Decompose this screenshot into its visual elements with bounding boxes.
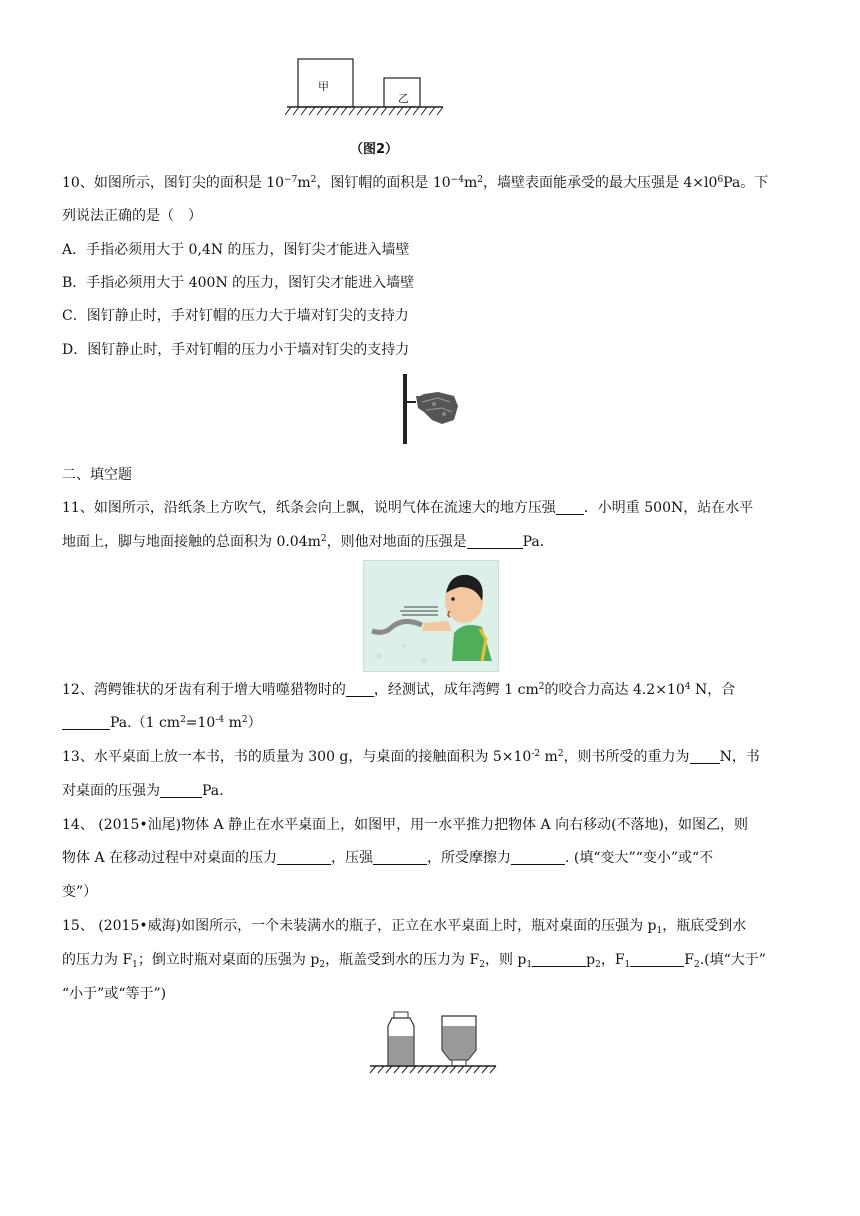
q14-line1: 14、 (2015•汕尾)物体 A 静止在水平桌面上，如图甲，用一水平推力把物体 A 向右移动(不落地)，如图乙，则 xyxy=(62,817,749,833)
q10-option-c: C．图钉静止时，手对钉帽的压力大于墙对钉尖的支持力 xyxy=(62,308,409,324)
q13-blank-2 xyxy=(160,783,202,798)
block-a-label: 甲 xyxy=(318,80,329,93)
q13-line2: 对桌面的压强为 Pa. xyxy=(62,783,224,799)
thumbtack-hand-figure xyxy=(398,372,460,446)
q12-blank-1 xyxy=(346,682,374,697)
q14-line3: 变”） xyxy=(62,884,98,900)
q11-line1: 11、如图所示，沿纸条上方吹气，纸条会向上飘，说明气体在流速大的地方压强 ．小明重 500N，站在水平 xyxy=(62,500,754,516)
q10-option-b: B．手指必须用大于 400N 的压力，图钉尖才能进入墙壁 xyxy=(62,275,415,291)
block-b-label: 乙 xyxy=(398,92,409,105)
q14-line2: 物体 A 在移动过程中对桌面的压力 ，压强 ，所受摩擦力 . (填“变大”“变小”或“不 xyxy=(62,850,714,866)
q15-line1: 15、 (2015•威海)如图所示，一个未装满水的瓶子，正立在水平桌面上时，瓶对桌面的压强为 $p_1$，瓶底受到水 xyxy=(62,918,747,936)
q11-blank-2 xyxy=(467,534,523,549)
q13-blank-1 xyxy=(690,749,720,764)
figure-2-blocks xyxy=(285,55,445,120)
q10-option-a: A．手指必须用大于 0,4N 的压力，图钉尖才能进入墙壁 xyxy=(62,242,410,258)
q14-blank-1 xyxy=(277,850,331,865)
boy-blowing-paper-image xyxy=(363,560,499,672)
q12-blank-2 xyxy=(62,715,110,730)
q15-blank-1 xyxy=(532,952,586,967)
q11-blank-1 xyxy=(556,500,584,515)
q15-line3: “小于”或“等于”) xyxy=(62,986,167,1002)
q11-line2: 地面上，脚与地面接触的总面积为 $0.04m^2$，则他对地面的压强是 Pa． xyxy=(62,534,554,550)
q15-line2: 的压力为 $F_1$；倒立时瓶对桌面的压强为 $p_2$，瓶盖受到水的压力为 $F_2$，则 $p_1$ $p_2$，$F_1$ $F_2$.(填“大于” xyxy=(62,952,766,970)
figure-2-caption: （图2） xyxy=(350,142,399,157)
q10-line1: 10、如图所示，图钉尖的面积是 $10^{-7}m^2$，图钉帽的面积是 $10^{-4}m^2$，墙壁表面能承受的最大压强是 $4\times l0^6Pa$。下 xyxy=(62,175,769,191)
bottles-figure xyxy=(368,1010,498,1080)
q10-line2: 列说法正确的是（ ） xyxy=(62,208,202,224)
q14-blank-3 xyxy=(511,850,565,865)
q15-blank-2 xyxy=(630,952,684,967)
q10-option-d: D．图钉静止时，手对钉帽的压力小于墙对钉尖的支持力 xyxy=(62,342,410,358)
q12-line2: Pa.（1 $cm^2=10^{-4}$ $m^2$） xyxy=(62,713,798,733)
section-heading-fill-in: 二、填空题 xyxy=(62,467,132,483)
q12-line1: 12、湾鳄锥状的牙齿有利于增大啃噬猎物时的 ，经测试，成年湾鳄 1 $cm^2$的咬合力高达 $4.2\times 10^4$ N，合 xyxy=(62,682,736,698)
q14-blank-2 xyxy=(373,850,427,865)
q13-line1: 13、水平桌面上放一本书，书的质量为 300 g，与桌面的接触面积为 $5\times 10^{-2}$ $m^2$，则书所受的重力为 N，书 xyxy=(62,749,760,765)
